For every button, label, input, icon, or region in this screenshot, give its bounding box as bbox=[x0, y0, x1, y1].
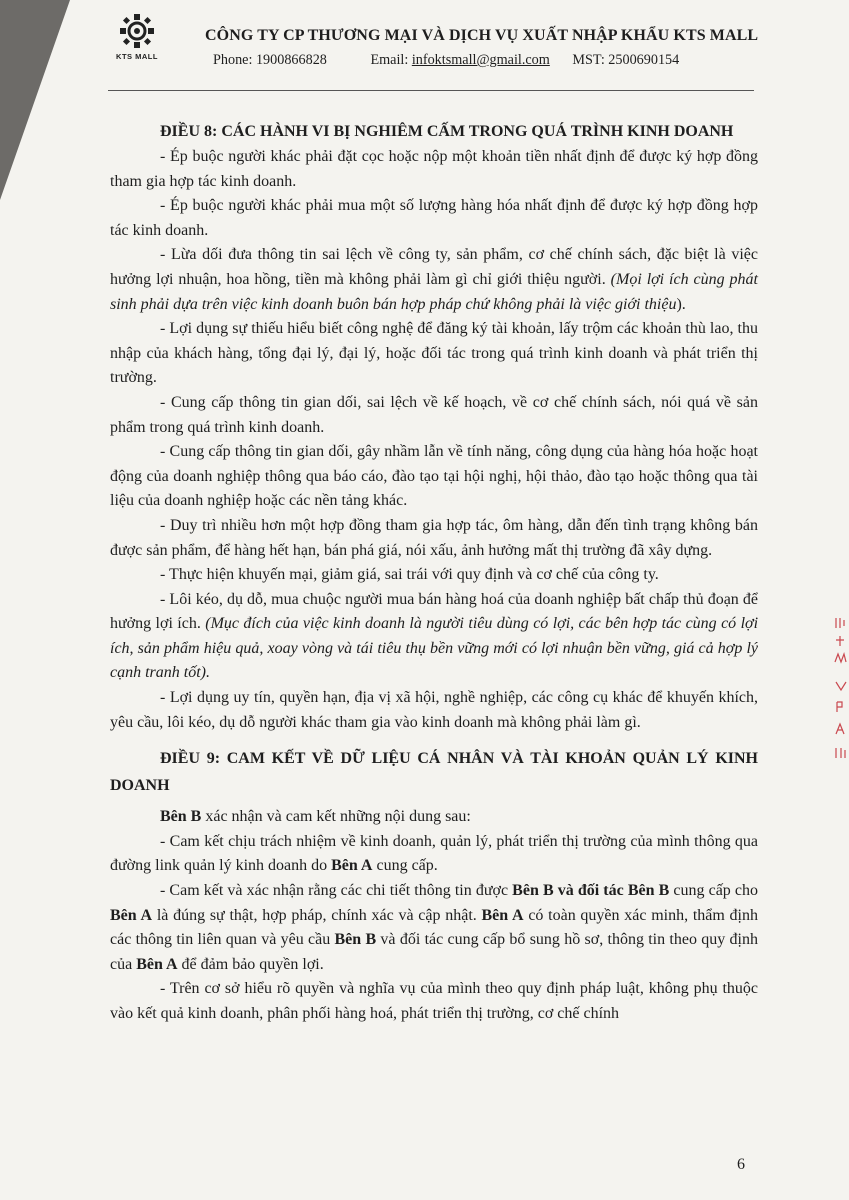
text-run: - Cam kết và xác nhận rằng các chi tiết thông tin được bbox=[160, 882, 513, 900]
party-b-label: Bên B bbox=[334, 931, 377, 949]
text-run: - Lôi kéo, dụ dỗ, mua chuộc người mua bán hàng hoá của doanh nghiệp bất chấp thủ đoạn để hưởng lợi ích. bbox=[110, 590, 758, 633]
kts-logo-icon bbox=[112, 10, 162, 50]
stamp-fragment-icon bbox=[832, 612, 849, 762]
text-run: - Cam kết chịu trách nhiệm về kinh doanh, quản lý, phát triển thị trường của mình thông qua đường link quản lý kinh doanh do bbox=[110, 832, 758, 875]
article-9-item-2 bbox=[110, 879, 758, 977]
article-9-heading: ĐIỀU 9: CAM KẾT VỀ DỮ LIỆU CÁ NHÂN VÀ TÀI KHOẢN QUẢN LÝ KINH DOANH bbox=[110, 750, 758, 795]
margin-stamp-mark bbox=[832, 612, 849, 766]
text-run: có toàn quyền xác minh, thẩm định các thông tin liên quan và yêu cầu bbox=[110, 906, 758, 949]
text-run: là đúng sự thật, hợp pháp, chính xác và cập nhật. bbox=[152, 906, 482, 924]
article-9-item-1 bbox=[110, 830, 758, 879]
text-run: để đảm bảo quyền lợi. bbox=[177, 955, 324, 973]
article-8-item-7: - Duy trì nhiều hơn một hợp đồng tham gia hợp tác, ôm hàng, dẫn đến tình trạng không bán được sản phẩm, để hàng hết hạn, bán phá giá, nói xấu, ảnh hưởng mất thị trường đã xây dựng. bbox=[110, 516, 758, 559]
page-number: 6 bbox=[737, 1156, 745, 1173]
document-body bbox=[110, 118, 758, 1027]
italic-note: (Mọi lợi ích cùng phát sinh phải dựa trên việc kinh doanh buôn bán hợp pháp chứ không phải là việc giới thiệu bbox=[110, 270, 759, 313]
article-8-item-2: - Ép buộc người khác phải mua một số lượng hàng hóa nhất định để được ký hợp đồng hợp tác kinh doanh. bbox=[110, 197, 758, 239]
italic-note: (Mục đích của việc kinh doanh là người tiêu dùng có lợi, các bên hợp tác cùng có lợi ích, sản phẩm hiệu quả, xoay vòng và tái tiêu thụ bền vững mới có lợi nhuận bền vững, giá cả hợp lý cạnh tranh tốt). bbox=[110, 615, 759, 682]
email-block bbox=[370, 52, 549, 69]
article-8-item-5: - Cung cấp thông tin gian dối, sai lệch về kế hoạch, về cơ chế chính sách, nói quá về sản phẩm trong quá trình kinh doanh. bbox=[110, 393, 758, 436]
article-9-item-3: - Trên cơ sở hiểu rõ quyền và nghĩa vụ của mình theo quy định pháp luật, không phụ thuộc vào kết quả kinh doanh, phân phối hàng hoá, phát triển thị trường, cơ chế chính bbox=[110, 980, 758, 1022]
party-a-label: Bên A bbox=[481, 906, 524, 924]
article-8-item-4: - Lợi dụng sự thiếu hiểu biết công nghệ để đăng ký tài khoản, lấy trộm các khoản thù lao, thu nhập của khách hàng, tổng đại lý, đại lý, hoặc đối tác trong quá trình kinh doanh và phát triển thị trường. bbox=[110, 320, 758, 387]
text-run: cung cấp cho bbox=[669, 882, 759, 900]
email-link[interactable]: infoktsmall@gmail.com bbox=[411, 52, 550, 68]
article-8-item-6: - Cung cấp thông tin gian dối, gây nhầm lẫn về tính năng, công dụng của hàng hóa hoặc hoạt động của doanh nghiệp thông qua báo cáo, đào tạo tại hội nghị, hội thảo, đào tạo hoặc thông qua tài liệu của doanh nghiệp hoặc các nền tảng khác. bbox=[110, 443, 758, 510]
article-9-intro bbox=[110, 805, 758, 830]
text-run: và đối tác cung cấp bổ sung hồ sơ, thông tin theo quy định của bbox=[110, 931, 759, 973]
text-run: cung cấp. bbox=[372, 857, 438, 875]
contact-line bbox=[213, 52, 679, 69]
phone-text: Phone: 1900866828 bbox=[213, 52, 327, 68]
logo-text: KTS MALL bbox=[116, 52, 158, 61]
party-b-label: Bên B bbox=[160, 808, 202, 826]
party-a-label: Bên A bbox=[331, 857, 373, 875]
article-8-heading: ĐIỀU 8: CÁC HÀNH VI BỊ NGHIÊM CẤM TRONG QUÁ TRÌNH KINH DOANH bbox=[160, 123, 734, 140]
page-corner-shadow bbox=[0, 0, 70, 200]
article-8-item-3 bbox=[110, 243, 758, 317]
text-run: - Lừa dối đưa thông tin sai lệch về công ty, sản phẩm, cơ chế chính sách, đặc biệt là việc hưởng lợi nhuận, hoa hồng, tiền mà không phải làm gì chỉ giới thiệu người. bbox=[110, 246, 758, 288]
text-run: ). bbox=[676, 295, 686, 313]
article-8-item-9 bbox=[110, 588, 758, 686]
email-label: Email: bbox=[370, 52, 409, 68]
article-8-item-1: - Ép buộc người khác phải đặt cọc hoặc nộp một khoản tiền nhất định để được ký hợp đồng tham gia hợp tác kinh doanh. bbox=[110, 148, 758, 190]
party-a-label: Bên A bbox=[136, 955, 178, 973]
party-b-label: Bên B và đối tác Bên B bbox=[512, 882, 670, 900]
header-divider bbox=[108, 90, 754, 91]
tax-code: MST: 2500690154 bbox=[572, 52, 680, 68]
article-8-item-8: - Thực hiện khuyến mại, giảm giá, sai trái với quy định và cơ chế của công ty. bbox=[160, 566, 659, 584]
company-logo bbox=[112, 10, 162, 68]
company-name: CÔNG TY CP THƯƠNG MẠI VÀ DỊCH VỤ XUẤT NHẬP KHẨU KTS MALL bbox=[205, 27, 759, 44]
article-8-item-10: - Lợi dụng uy tín, quyền hạn, địa vị xã hội, nghề nghiệp, các công cụ khác để khuyến khích, yêu cầu, lôi kéo, dụ dỗ người khác tham gia vào kinh doanh mà không phải làm gì. bbox=[110, 689, 758, 731]
party-a-label: Bên A bbox=[110, 906, 153, 924]
text-run: xác nhận và cam kết những nội dung sau: bbox=[201, 808, 471, 826]
